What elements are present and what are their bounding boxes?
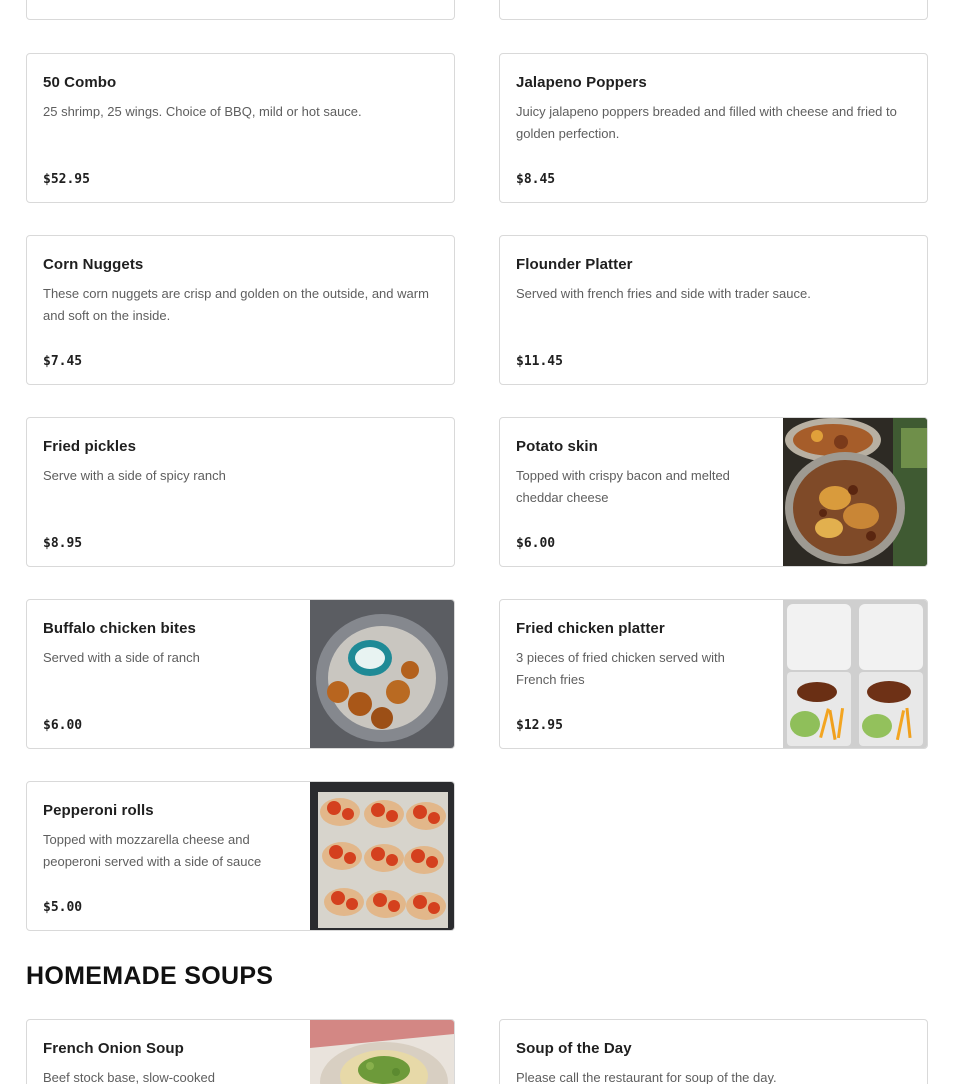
menu-item-text [43, 1040, 294, 1084]
menu-item-price: $52.95 [43, 172, 90, 187]
menu-item-price: $6.00 [516, 536, 556, 551]
pepperoni-rolls-photo [310, 782, 454, 930]
menu-item-description: Please call the restaurant for soup of the day. [516, 1070, 777, 1084]
menu-item-price: $11.45 [516, 354, 563, 369]
menu-item-name: Jalapeno Poppers [516, 74, 647, 91]
menu-item-card-potato-skin[interactable] [499, 417, 928, 567]
menu-item-price: $12.95 [516, 718, 563, 733]
menu-item-card-soup-of-the-day[interactable] [499, 1019, 928, 1084]
menu-item-card-corn-nuggets[interactable] [26, 235, 455, 385]
menu-item-name: Flounder Platter [516, 256, 633, 273]
menu-item-description: Serve with a side of spicy ranch [43, 468, 226, 483]
menu-item-card-fried-chicken-platter[interactable] [499, 599, 928, 749]
menu-item-name: Corn Nuggets [43, 256, 144, 273]
menu-item-description: These corn nuggets are crisp and golden on the outside, and warm and soft on the inside. [43, 286, 429, 323]
menu-item-card-jalapeno-poppers[interactable] [499, 53, 928, 203]
menu-item-description: 25 shrimp, 25 wings. Choice of BBQ, mild or hot sauce. [43, 104, 362, 119]
menu-item-description: Topped with crispy bacon and melted cheddar cheese [516, 468, 730, 505]
menu-item-card-flounder-platter[interactable] [499, 235, 928, 385]
menu-item-text [516, 438, 767, 509]
menu-item-text [43, 438, 438, 487]
menu-item-text [516, 1040, 911, 1084]
menu-item-card-50-combo[interactable] [26, 53, 455, 203]
menu-item-card-partial[interactable] [499, 0, 928, 20]
menu-item-name: Pepperoni rolls [43, 802, 154, 819]
menu-item-name: Soup of the Day [516, 1040, 632, 1057]
menu-item-description: Served with french fries and side with trader sauce. [516, 286, 811, 301]
menu-item-name: French Onion Soup [43, 1040, 184, 1057]
menu-item-price: $5.00 [43, 900, 83, 915]
menu-item-description: Beef stock base, slow-cooked [43, 1070, 215, 1084]
menu-item-text [516, 620, 767, 691]
menu-item-card-pepperoni-rolls[interactable] [26, 781, 455, 931]
menu-item-price: $6.00 [43, 718, 83, 733]
menu-item-text [43, 74, 438, 123]
section-heading-homemade-soups: HOMEMADE SOUPS [26, 962, 274, 990]
menu-item-card-french-onion-soup[interactable] [26, 1019, 455, 1084]
buffalo-chicken-bites-photo [310, 600, 454, 748]
menu-item-description: Topped with mozzarella cheese and peoperoni served with a side of sauce [43, 832, 262, 869]
menu-item-description: 3 pieces of fried chicken served with French fries [516, 650, 725, 687]
menu-item-name: Fried chicken platter [516, 620, 665, 637]
menu-item-name: Fried pickles [43, 438, 137, 455]
menu-item-text [43, 256, 438, 327]
menu-item-description: Juicy jalapeno poppers breaded and filled with cheese and fried to golden perfection. [516, 104, 897, 141]
menu-item-name: Potato skin [516, 438, 598, 455]
menu-item-description: Served with a side of ranch [43, 650, 200, 665]
menu-item-price: $7.45 [43, 354, 83, 369]
menu-item-name: 50 Combo [43, 74, 117, 91]
menu-item-card-buffalo-chicken-bites[interactable] [26, 599, 455, 749]
menu-item-price: $8.45 [516, 172, 556, 187]
fried-chicken-platter-photo [783, 600, 927, 748]
potato-skin-photo [783, 418, 927, 566]
menu-item-card-partial[interactable] [26, 0, 455, 20]
menu-item-text [43, 802, 294, 873]
menu-item-card-fried-pickles[interactable] [26, 417, 455, 567]
menu-item-name: Buffalo chicken bites [43, 620, 196, 637]
menu-item-price: $8.95 [43, 536, 83, 551]
french-onion-soup-photo [310, 1020, 454, 1084]
menu-item-text [516, 256, 911, 305]
menu-item-text [43, 620, 294, 669]
menu-item-text [516, 74, 911, 145]
